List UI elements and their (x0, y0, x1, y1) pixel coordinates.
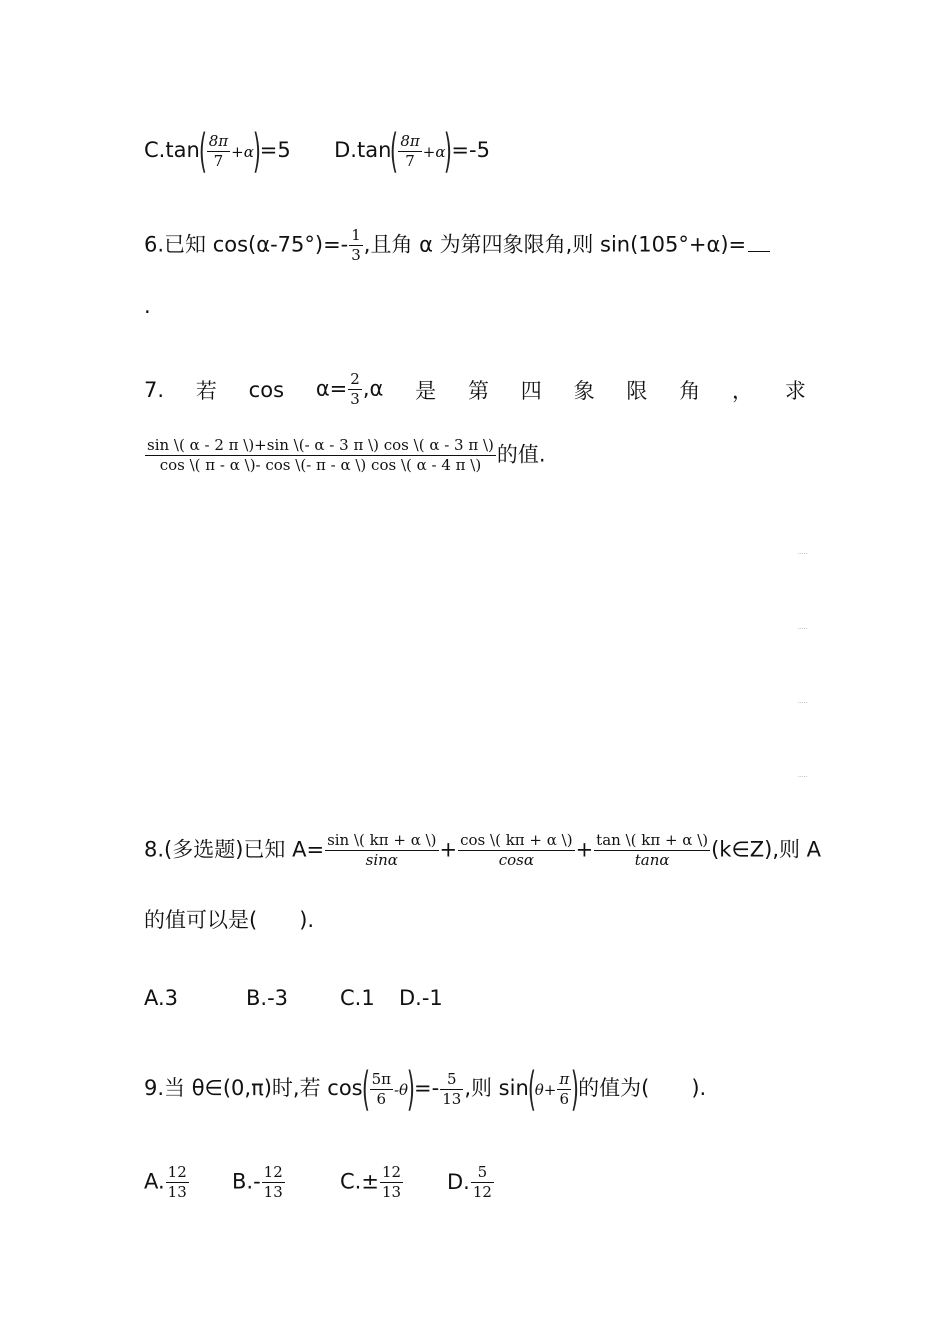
answer-blank (748, 251, 770, 252)
fraction: $\frac{12}{13}$ (381, 1163, 402, 1201)
margin-dot: ..... (798, 549, 808, 556)
fraction: $\frac{\sin \backslash( k\pi + \alpha \backslash)}{\sin\alpha}$ (327, 831, 437, 869)
margin-dot: ..... (798, 624, 808, 631)
q9-options (144, 1165, 495, 1200)
fraction: $\frac{1}{3}$ (351, 226, 361, 264)
fraction: $\frac{8\pi}{7}$ (208, 131, 229, 170)
option-b: B.-3 (246, 986, 289, 1010)
option-b: B.- $\frac{12}{13}$ (232, 1163, 283, 1201)
fraction: $\frac{12}{13}$ (167, 1163, 187, 1201)
q5-option-c: C.tan( $\frac{8\pi}{7}$ +α)=5 (144, 124, 291, 178)
q6-tail: . (144, 294, 151, 318)
q9-line: 9.当 θ∈(0,π)时,若 cos( $\frac{5\pi}{6}$ -θ)=- $\frac{5}{13}$ ,则 sin(θ+ $\frac{\pi}{6}$ )的值为( ). (144, 1062, 707, 1116)
q5-options-line (144, 124, 490, 178)
fraction: $\frac{8\pi}{7}$ (400, 131, 420, 170)
fraction: $\frac{5}{12}$ (472, 1163, 492, 1201)
q8-line: 8.(多选题)已知 A= $\frac{\sin \backslash( k\pi + \alpha \backslash)}{\sin\alpha}$ + $\frac{\cos \backslash( k\pi + \alpha \backslash)}{\cos\alpha}$ + $\frac{\tan \backslash( k\pi + \alpha \backslash)}{\tan\alpha}$ (k∈Z),则 A (144, 831, 822, 869)
margin-dot: ..... (798, 698, 808, 705)
option-c: C.1 (340, 986, 375, 1010)
option-d: D. $\frac{5}{12}$ (447, 1163, 492, 1201)
option-d: D.-1 (399, 986, 443, 1010)
option-a: A. $\frac{12}{13}$ (144, 1163, 187, 1201)
q8-options (144, 988, 443, 1009)
option-a: A.3 (144, 986, 179, 1010)
fraction: $\frac{5\pi}{6}$ (371, 1069, 391, 1108)
option-c: C.± $\frac{12}{13}$ (340, 1163, 402, 1201)
q7-expression: $\frac{\sin \backslash( \alpha - 2 \pi \backslash)+\sin \backslash(- \alpha - 3 \pi \backslash) \cos \backslash( \alpha - 3 \pi \backslash)}{\cos \backslash( \pi - \alpha \backslash)- \cos \backslash(- \pi - \alpha \backslash) \cos \backslash( \alpha - 4 \pi \backslash)}$ 的值. (147, 436, 546, 474)
fraction: $\frac{\sin \backslash( \alpha - 2 \pi \backslash)+\sin \backslash(- \alpha - 3 \pi \backslash) \cos \backslash( \alpha - 3 \pi \backslash)}{\cos \backslash( \pi - \alpha \backslash)- \cos \backslash(- \pi - \alpha \backslash) \cos \backslash( \alpha - 4 \pi \backslash)}$ (147, 436, 494, 474)
fraction: $\frac{12}{13}$ (263, 1163, 283, 1201)
q8-line2: 的值可以是( ). (144, 908, 315, 932)
q6-line: 6.已知 cos(α-75°)=- $\frac{1}{3}$ ,且角 α 为第四象限角,则 sin(105°+α)= (144, 228, 770, 263)
q5-option-d: D.tan( $\frac{8\pi}{7}$ +α)=-5 (334, 124, 490, 178)
margin-dot: ..... (798, 772, 808, 779)
fraction: $\frac{\pi}{6}$ (559, 1069, 570, 1108)
q7-line: 7. 若 cos α= $\frac{2}{3}$ ,α 是 第 四 象 限 角 ， 求 (144, 370, 806, 408)
fraction: $\frac{2}{3}$ (350, 370, 360, 408)
fraction: $\frac{5}{13}$ (442, 1069, 462, 1108)
fraction: $\frac{\tan \backslash( k\pi + \alpha \backslash)}{\tan\alpha}$ (596, 831, 709, 869)
fraction: $\frac{\cos \backslash( k\pi + \alpha \backslash)}{\cos\alpha}$ (460, 831, 573, 869)
